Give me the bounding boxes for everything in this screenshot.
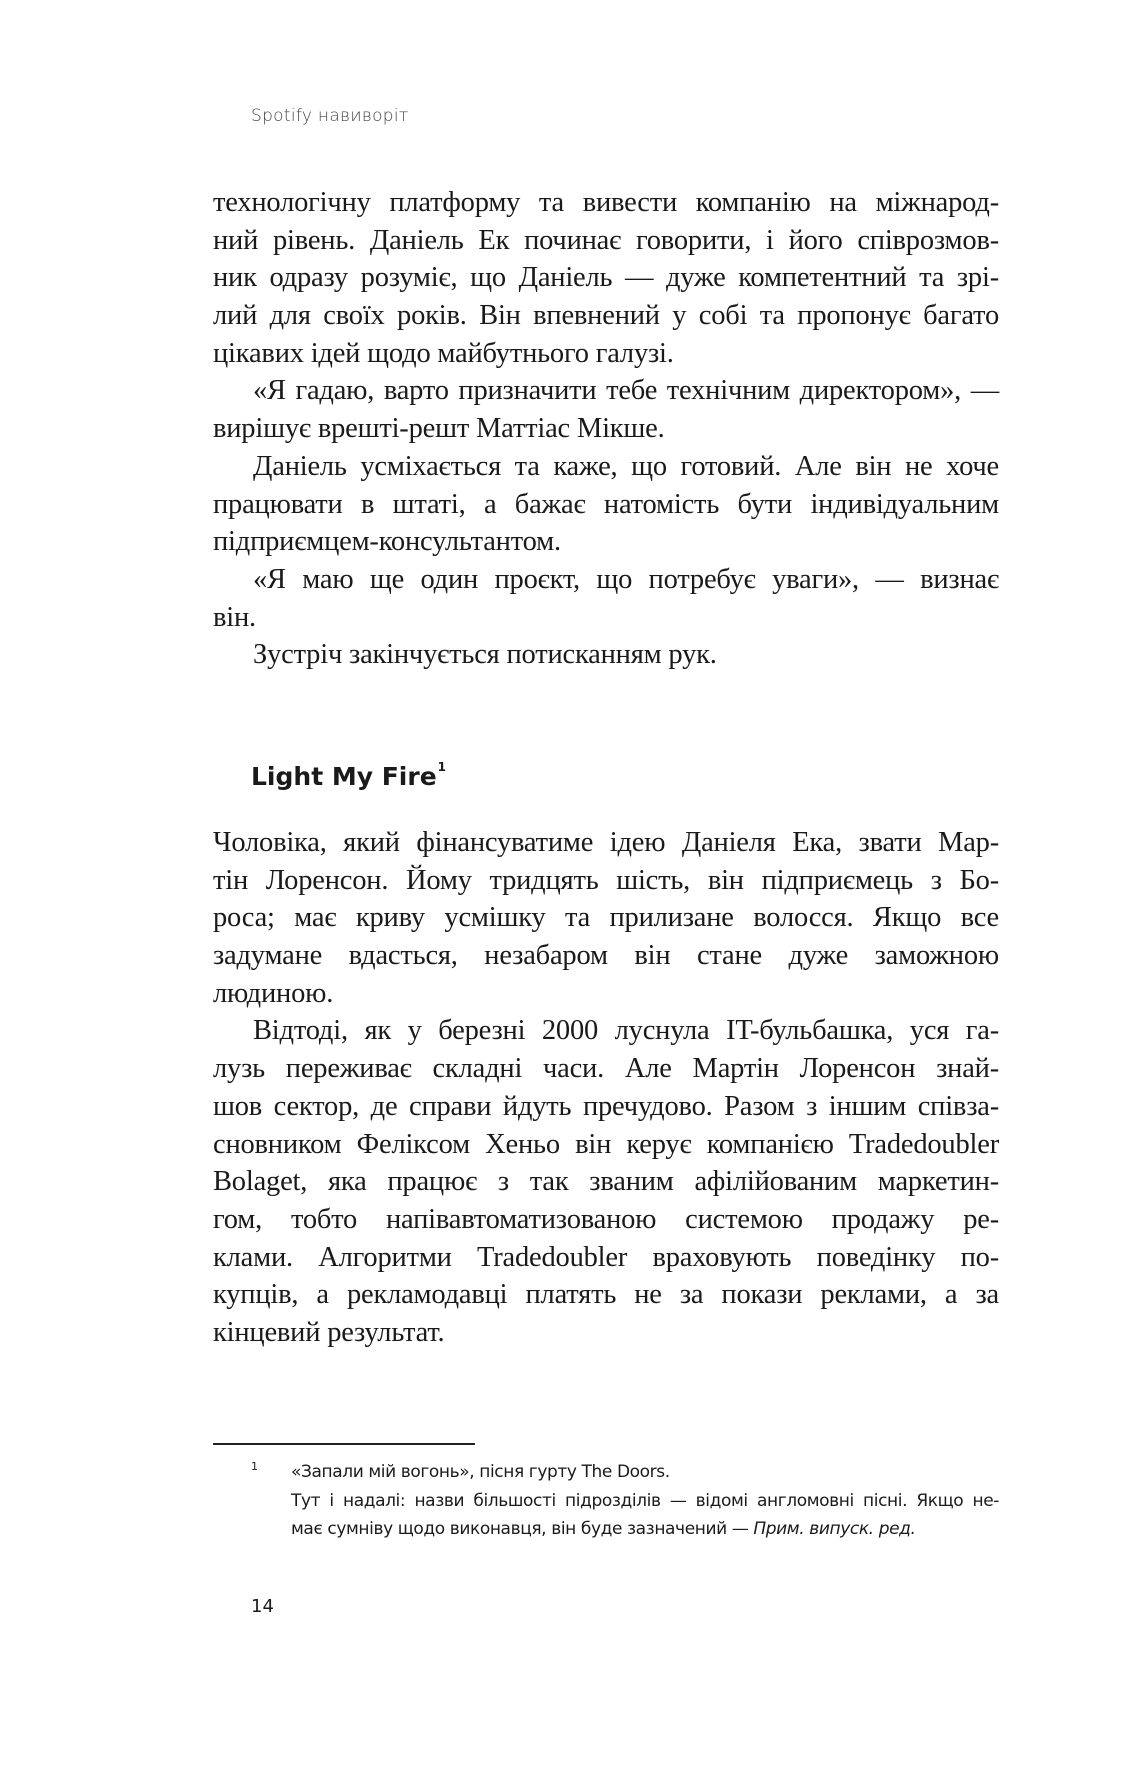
text-line: він. <box>213 601 256 633</box>
text-line: задумане вдасться, незабаром він стане дуже заможною <box>213 940 999 972</box>
footnote-line: Тут і надалі: назви більшості підрозділів — відомі англомовні пісні. Якщо не- <box>291 1491 999 1511</box>
text-line: тін Лоренсон. Йому тридцять шість, він підприємець з Бо- <box>213 864 999 896</box>
text-line: Чоловіка, який фінансуватиме ідею Даніеля Ека, звати Мар- <box>213 827 999 858</box>
editor-note: Прим. випуск. ред. <box>753 1519 916 1539</box>
footnote-text: має сумніву щодо виконавця, він буде зазначений — <box>291 1519 754 1539</box>
section-heading-title: Light My Fire <box>251 762 437 791</box>
text-line: клами. Алгоритми Tradedoubler враховують поведінку по- <box>213 1241 999 1273</box>
text-line: лий для своїх років. Він впевнений у собі та пропонує багато <box>213 300 999 332</box>
text-line: сновником Феліксом Хеньо він керує компанією Tradedoubler <box>213 1128 999 1160</box>
footnote-number: 1 <box>251 1460 258 1473</box>
text-line: «Я маю ще один проєкт, що потребує уваги», — визнає <box>253 563 999 595</box>
section-heading <box>251 762 446 791</box>
text-line: ник одразу розуміє, що Даніель — дуже компетентний та зрі- <box>213 262 999 294</box>
footnote-reference[interactable]: 1 <box>437 760 447 774</box>
text-line: купців, а рекламодавці платять не за покази реклами, а за <box>213 1279 999 1311</box>
text-line: Даніель усміхається та каже, що готовий. Але він не хоче <box>253 450 999 482</box>
text-line: технологічну платформу та вивести компанію на міжнарод- <box>213 187 999 218</box>
text-line: Відтоді, як у березні 2000 луснула IT-бульбашка, уся га- <box>253 1015 999 1047</box>
body-text-section-2 <box>213 824 999 1352</box>
text-line: цікавих ідей щодо майбутнього галузі. <box>213 337 674 369</box>
footnote-line <box>291 1515 999 1543</box>
text-line: людиною. <box>213 977 334 1009</box>
text-line: Зустріч закінчується потисканням рук. <box>253 639 717 671</box>
text-line: кінцевий результат. <box>213 1316 445 1348</box>
text-line: лузь переживає складні часи. Але Мартін Лоренсон знай- <box>213 1053 999 1085</box>
running-head: Spotify навиворіт <box>251 106 409 126</box>
footnote-divider <box>213 1443 475 1445</box>
text-line: шов сектор, де справи йдуть пречудово. Разом з іншим співза- <box>213 1090 999 1122</box>
text-line: гом, тобто напівавтоматизованою системою продажу ре- <box>213 1203 999 1235</box>
text-line: «Я гадаю, варто призначити тебе технічним директором», — <box>253 375 999 407</box>
body-text-section-1 <box>213 184 999 674</box>
text-line: підприємцем-консультантом. <box>213 526 561 558</box>
text-line: роса; має криву усмішку та прилизане волосся. Якщо все <box>213 902 999 934</box>
text-line: Bolaget, яка працює з так званим афілійованим маркетин- <box>213 1166 999 1198</box>
text-line: працювати в штаті, а бажає натомість бути індивідуальним <box>213 488 999 520</box>
text-line: вирішує врешті-решт Маттіас Мікше. <box>213 413 665 445</box>
text-line: ний рівень. Даніель Ек починає говорити, і його співрозмов- <box>213 224 999 256</box>
footnote-line: «Запали мій вогонь», пісня гурту The Doors. <box>291 1462 670 1482</box>
page-number: 14 <box>251 1596 274 1617</box>
